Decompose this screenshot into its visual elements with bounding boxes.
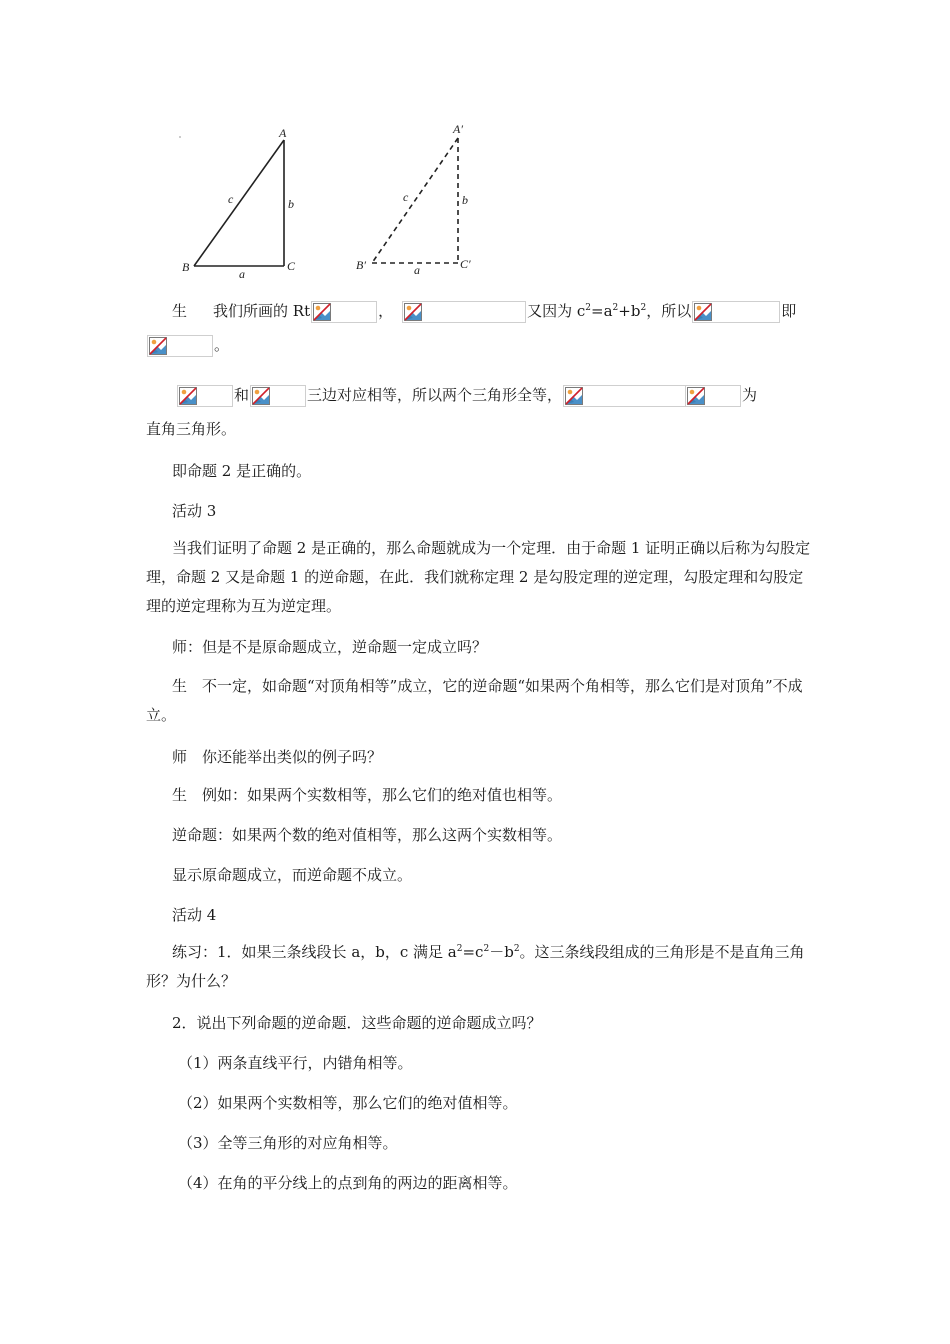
broken-image-icon bbox=[404, 303, 422, 321]
paragraph-9: 生 例如：如果两个实数相等，那么它们的绝对值也相等。 bbox=[172, 786, 563, 804]
broken-image-icon bbox=[313, 303, 331, 321]
text-segment: 为 bbox=[742, 386, 758, 404]
superscript: 2 bbox=[640, 303, 647, 313]
image-placeholder bbox=[563, 385, 687, 407]
broken-image-icon bbox=[149, 337, 167, 355]
image-placeholder bbox=[250, 385, 306, 407]
broken-image-icon bbox=[252, 387, 270, 405]
text-segment: 即 bbox=[781, 302, 797, 320]
label-right-a: a bbox=[414, 263, 420, 277]
superscript: 2 bbox=[456, 944, 463, 954]
text-segment: 直角三角形。 bbox=[146, 420, 237, 438]
label-right-A: A′ bbox=[453, 122, 463, 136]
label-left-B: B bbox=[182, 260, 190, 274]
image-placeholder bbox=[685, 385, 741, 407]
triangle-figure bbox=[160, 118, 520, 288]
activity-3-heading: 活动 3 bbox=[172, 502, 217, 520]
paragraph-15: （1）两条直线平行，内错角相等。 bbox=[178, 1054, 413, 1072]
broken-image-icon bbox=[687, 387, 705, 405]
text-segment: 又因为 c bbox=[527, 302, 586, 320]
paragraph-1-line-1 bbox=[172, 300, 796, 323]
paragraph-8: 师 你还能举出类似的例子吗？ bbox=[172, 748, 383, 766]
text-segment: +b bbox=[618, 302, 641, 320]
right-triangle bbox=[356, 122, 471, 277]
paragraph-6: 师：但是不是原命题成立，逆命题一定成立吗？ bbox=[172, 638, 488, 656]
text-segment: 我们所画的 Rt bbox=[213, 302, 311, 320]
label-left-b: b bbox=[288, 197, 294, 211]
text-segment: 。 bbox=[214, 336, 230, 354]
speaker-label: 生 bbox=[172, 302, 188, 320]
label-left-C: C bbox=[287, 259, 296, 273]
text-segment: 三边对应相等，所以两个三角形全等， bbox=[307, 386, 563, 404]
paragraph-17: （3）全等三角形的对应角相等。 bbox=[178, 1134, 398, 1152]
paragraph-10: 逆命题：如果两个数的绝对值相等，那么这两个实数相等。 bbox=[172, 826, 563, 844]
paragraph-2-line-2 bbox=[146, 418, 236, 440]
activity-4-heading: 活动 4 bbox=[172, 906, 217, 924]
label-right-B: B′ bbox=[356, 258, 366, 272]
broken-image-icon bbox=[565, 387, 583, 405]
label-right-C: C′ bbox=[460, 257, 471, 271]
superscript: 2 bbox=[612, 303, 619, 313]
text-segment: ，所以 bbox=[646, 302, 692, 320]
text-segment: 练习：1．如果三条线段长 a，b，c 满足 a bbox=[172, 943, 457, 961]
label-right-c: c bbox=[403, 190, 409, 204]
label-left-a: a bbox=[239, 267, 245, 281]
broken-image-icon bbox=[179, 387, 197, 405]
label-left-c: c bbox=[228, 192, 234, 206]
paragraph-3: 即命题 2 是正确的。 bbox=[172, 462, 312, 480]
paragraph-14: 2．说出下列命题的逆命题．这些命题的逆命题成立吗？ bbox=[172, 1014, 542, 1032]
text-segment: =a bbox=[591, 302, 613, 320]
text-segment: 和 bbox=[234, 386, 250, 404]
paragraph-5: 当我们证明了命题 2 是正确的，那么命题就成为一个定理．由于命题 1 证明正确以后称为勾股定理，命题 2 又是命题 1 的逆命题，在此．我们就称定理 2 是勾股定理的逆定理，勾股定理和勾股定理的逆定理称为互为逆定理。 bbox=[146, 539, 811, 615]
paragraph-13 bbox=[146, 938, 812, 996]
text-segment: 。这三条线段组成的三角形是不是直角三角形？为什么？ bbox=[146, 943, 805, 990]
superscript: 2 bbox=[483, 944, 490, 954]
image-placeholder bbox=[177, 385, 233, 407]
superscript: 2 bbox=[513, 944, 520, 954]
left-triangle bbox=[180, 126, 296, 281]
paragraph-16: （2）如果两个实数相等，那么它们的绝对值相等。 bbox=[178, 1094, 518, 1112]
superscript: 2 bbox=[585, 303, 592, 313]
paragraph-7: 生 不一定，如命题“对顶角相等”成立，它的逆命题“如果两个角相等，那么它们是对顶角”不成立。 bbox=[146, 677, 803, 724]
paragraph-2-line-1 bbox=[176, 384, 757, 407]
paragraph-18: （4）在角的平分线上的点到角的两边的距离相等。 bbox=[178, 1174, 518, 1192]
text-segment: ， bbox=[378, 302, 394, 320]
paragraph-1-line-2 bbox=[146, 334, 229, 357]
paragraph-11: 显示原命题成立，而逆命题不成立。 bbox=[172, 866, 413, 884]
image-placeholder bbox=[311, 301, 377, 323]
text-segment: －b bbox=[489, 943, 514, 961]
image-placeholder bbox=[692, 301, 780, 323]
label-left-A: A bbox=[279, 126, 287, 140]
label-right-b: b bbox=[462, 193, 468, 207]
image-placeholder bbox=[147, 335, 213, 357]
text-segment: =c bbox=[462, 943, 484, 961]
image-placeholder bbox=[402, 301, 526, 323]
broken-image-icon bbox=[694, 303, 712, 321]
